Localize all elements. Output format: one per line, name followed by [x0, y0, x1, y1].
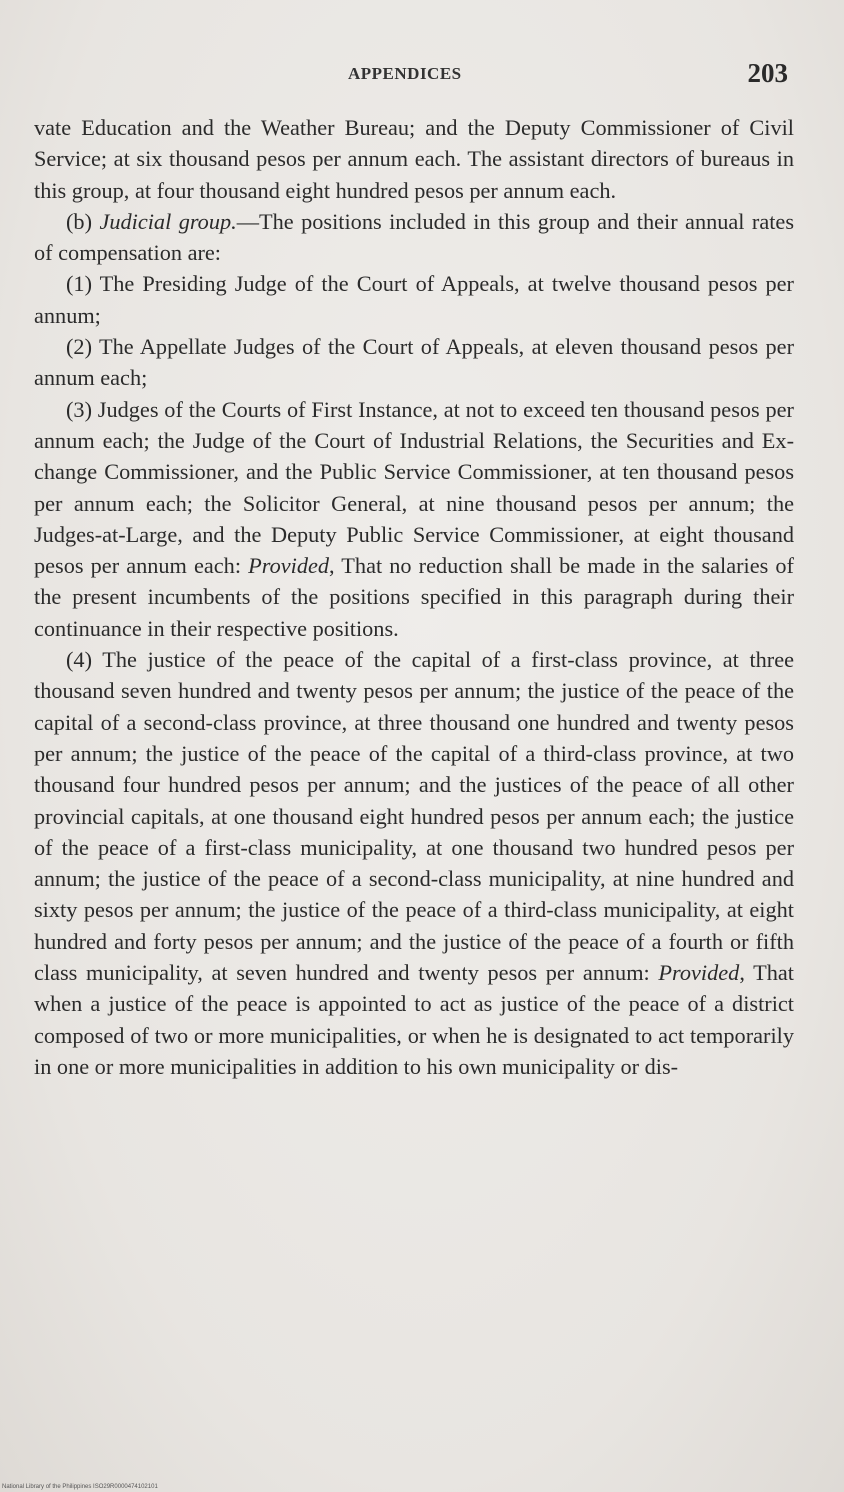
page-number: 203	[747, 58, 788, 88]
page-header	[0, 58, 844, 94]
text-segment: , That when a justice of the peace is appointed to act as justice of the peace of a district composed of two or more municipalities, or when he is designated to act temporarily in one or more municipalities in addition to his own municipality or dis-	[34, 960, 794, 1079]
italic-text-segment: Provided	[658, 960, 740, 986]
text-segment: (b)	[66, 208, 100, 234]
italic-text-segment: Judicial group.	[99, 208, 237, 234]
text-segment: (2) The Appellate Judges of the Court of Appeals, at eleven thousand pesos per annum each;	[34, 334, 794, 391]
italic-text-segment: Provided	[248, 553, 330, 579]
scan-footer-note: National Library of the Philippines ISO29R0000474102101	[2, 1484, 158, 1490]
text-segment: (3) Judges of the Courts of First Instance, at not to exceed ten thousand pesos per annum each; the Judge of the Court of Industrial Relations, the Securities and Exchange Commissioner, and the Public Service Commissioner, at ten thousand pesos per annum each; the Solicitor General, at nine thousand pesos per annum; the Judges-at-Large, and the Deputy Public Service Commissioner, at eight thousand pesos per annum each:	[34, 396, 794, 579]
paragraph-judicial-group	[34, 206, 794, 269]
paragraph-item-2	[34, 331, 794, 394]
text-segment: vate Education and the Weather Bureau; and the Deputy Commissioner of Civil Service; at six thousand pesos per annum each. The assistant directors of bureaus in this group, at four thousand eight hundred pesos per annum each.	[34, 115, 794, 203]
text-segment: (1) The Presiding Judge of the Court of Appeals, at twelve thousand pesos per annum;	[34, 271, 794, 328]
text-segment: (4) The justice of the peace of the capital of a first-class province, at three thousand seven hundred and twenty pesos per annum; the justice of the peace of the capital of a second-class province, at three thousand one hundred and twenty pesos per annum; the justice of the peace of the capital of a third-class province, at two thousand four hundred pesos per annum; and the justices of the peace of all other provincial capitals, at one thousand eight hundred pesos per annum each; the justice of the peace of a first-class municipality, at one thousand two hundred pesos per annum; the justice of the peace of a second-class municipality, at nine hundred and sixty pesos per annum; the justice of the peace of a third-class municipality, at eight hundred and forty pesos per annum; and the justice of the peace of a fourth or fifth class municipality, at seven hundred and twenty pesos per annum:	[34, 647, 794, 986]
paragraph-item-3	[34, 394, 794, 644]
text-segment: —The positions included in this group and their annual rates of compensation are:	[34, 208, 795, 266]
body-text	[34, 112, 794, 1082]
paragraph-item-4	[34, 644, 794, 1082]
paragraph-continuation	[34, 112, 794, 206]
text-segment: , That no reduction shall be made in the salaries of the present incumbents of the positions specified in this paragraph during their continuance in their respective positions.	[34, 553, 794, 641]
running-head: APPENDICES	[348, 64, 462, 83]
paragraph-item-1	[34, 268, 794, 331]
